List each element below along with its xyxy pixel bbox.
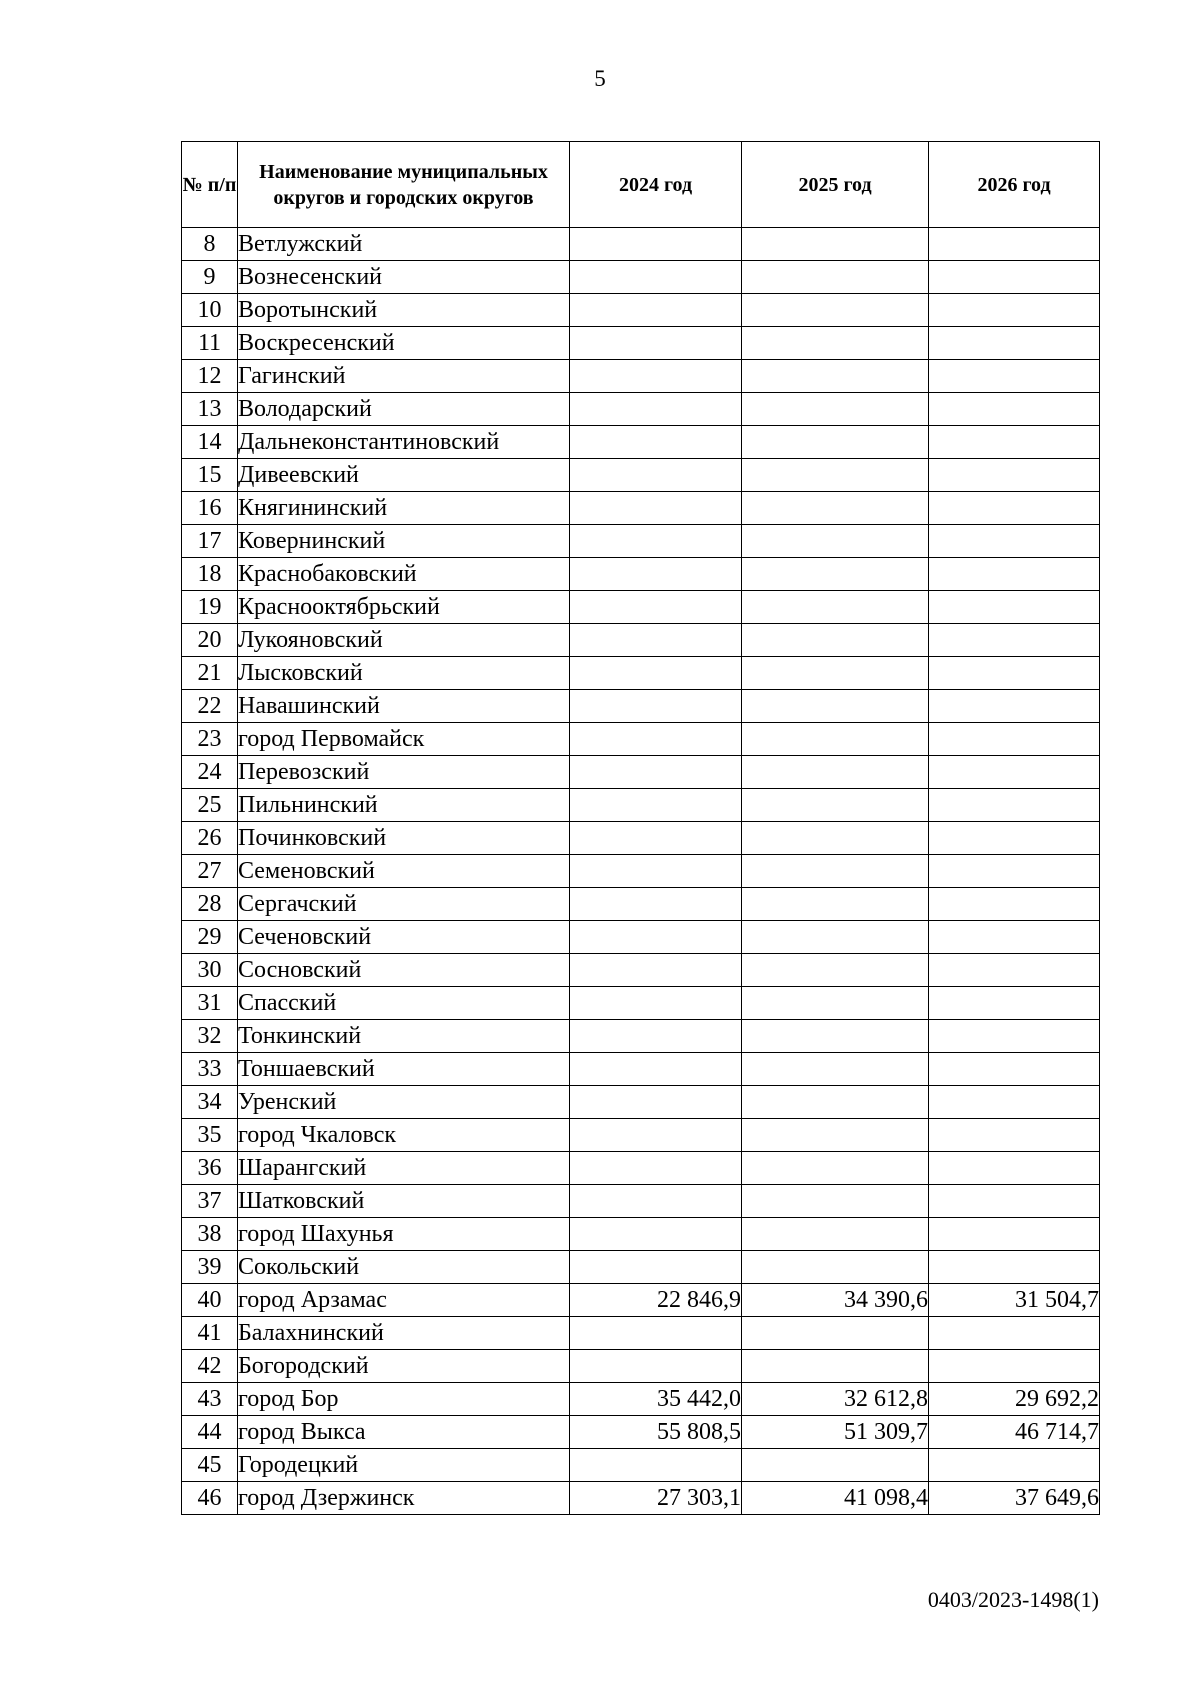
value-2024: 27 303,1 bbox=[570, 1482, 742, 1515]
table-row bbox=[182, 525, 1100, 558]
table-row bbox=[182, 1152, 1100, 1185]
row-number: 27 bbox=[182, 855, 238, 888]
header-2026: 2026 год bbox=[929, 142, 1100, 228]
value-2024 bbox=[570, 690, 742, 723]
district-name: Княгининский bbox=[238, 492, 570, 525]
value-2026 bbox=[929, 987, 1100, 1020]
value-2024 bbox=[570, 789, 742, 822]
row-number: 13 bbox=[182, 393, 238, 426]
district-name: Володарский bbox=[238, 393, 570, 426]
table-row bbox=[182, 1119, 1100, 1152]
value-2026 bbox=[929, 1218, 1100, 1251]
value-2025 bbox=[742, 591, 929, 624]
row-number: 32 bbox=[182, 1020, 238, 1053]
table-row bbox=[182, 228, 1100, 261]
value-2025: 32 612,8 bbox=[742, 1383, 929, 1416]
row-number: 16 bbox=[182, 492, 238, 525]
district-name: Спасский bbox=[238, 987, 570, 1020]
value-2026 bbox=[929, 1020, 1100, 1053]
value-2026 bbox=[929, 591, 1100, 624]
value-2024 bbox=[570, 657, 742, 690]
header-name: Наименование муниципальных округов и городских округов bbox=[238, 142, 570, 228]
district-name: Богородский bbox=[238, 1350, 570, 1383]
row-number: 36 bbox=[182, 1152, 238, 1185]
value-2026 bbox=[929, 393, 1100, 426]
value-2026: 31 504,7 bbox=[929, 1284, 1100, 1317]
value-2026: 29 692,2 bbox=[929, 1383, 1100, 1416]
table-row bbox=[182, 558, 1100, 591]
row-number: 25 bbox=[182, 789, 238, 822]
table-row bbox=[182, 1482, 1100, 1515]
value-2024 bbox=[570, 1185, 742, 1218]
district-name: Дивеевский bbox=[238, 459, 570, 492]
row-number: 14 bbox=[182, 426, 238, 459]
value-2026: 46 714,7 bbox=[929, 1416, 1100, 1449]
value-2024 bbox=[570, 558, 742, 591]
row-number: 35 bbox=[182, 1119, 238, 1152]
value-2026 bbox=[929, 756, 1100, 789]
district-name: Лысковский bbox=[238, 657, 570, 690]
value-2024 bbox=[570, 1020, 742, 1053]
row-number: 38 bbox=[182, 1218, 238, 1251]
row-number: 15 bbox=[182, 459, 238, 492]
district-name: город Первомайск bbox=[238, 723, 570, 756]
table-row bbox=[182, 294, 1100, 327]
value-2024 bbox=[570, 1317, 742, 1350]
value-2025 bbox=[742, 492, 929, 525]
district-name: Вознесенский bbox=[238, 261, 570, 294]
value-2024 bbox=[570, 228, 742, 261]
table-row bbox=[182, 1383, 1100, 1416]
table-row bbox=[182, 1086, 1100, 1119]
district-name: Балахнинский bbox=[238, 1317, 570, 1350]
value-2026 bbox=[929, 327, 1100, 360]
table-row bbox=[182, 921, 1100, 954]
value-2025 bbox=[742, 888, 929, 921]
value-2024 bbox=[570, 855, 742, 888]
value-2024 bbox=[570, 921, 742, 954]
district-name: Починковский bbox=[238, 822, 570, 855]
value-2024 bbox=[570, 525, 742, 558]
header-num: № п/п bbox=[182, 142, 238, 228]
value-2025 bbox=[742, 921, 929, 954]
value-2026 bbox=[929, 921, 1100, 954]
district-name: Шатковский bbox=[238, 1185, 570, 1218]
row-number: 28 bbox=[182, 888, 238, 921]
row-number: 34 bbox=[182, 1086, 238, 1119]
value-2024 bbox=[570, 492, 742, 525]
district-name: Тоншаевский bbox=[238, 1053, 570, 1086]
value-2025 bbox=[742, 1449, 929, 1482]
district-name: Шарангский bbox=[238, 1152, 570, 1185]
table-row bbox=[182, 624, 1100, 657]
value-2024 bbox=[570, 987, 742, 1020]
value-2025 bbox=[742, 294, 929, 327]
district-name: Городецкий bbox=[238, 1449, 570, 1482]
table-row bbox=[182, 360, 1100, 393]
row-number: 45 bbox=[182, 1449, 238, 1482]
value-2025 bbox=[742, 954, 929, 987]
budget-table bbox=[181, 141, 1100, 1515]
header-2024: 2024 год bbox=[570, 142, 742, 228]
value-2024 bbox=[570, 294, 742, 327]
value-2024 bbox=[570, 426, 742, 459]
value-2024 bbox=[570, 624, 742, 657]
value-2025 bbox=[742, 822, 929, 855]
value-2025 bbox=[742, 459, 929, 492]
district-name: город Шахунья bbox=[238, 1218, 570, 1251]
value-2025 bbox=[742, 1185, 929, 1218]
district-name: Дальнеконстантиновский bbox=[238, 426, 570, 459]
value-2026 bbox=[929, 1185, 1100, 1218]
table-row bbox=[182, 756, 1100, 789]
value-2026 bbox=[929, 459, 1100, 492]
value-2026 bbox=[929, 855, 1100, 888]
header-2025: 2025 год bbox=[742, 142, 929, 228]
row-number: 12 bbox=[182, 360, 238, 393]
value-2026 bbox=[929, 1449, 1100, 1482]
row-number: 8 bbox=[182, 228, 238, 261]
district-name: город Дзержинск bbox=[238, 1482, 570, 1515]
district-name: Краснобаковский bbox=[238, 558, 570, 591]
value-2025: 41 098,4 bbox=[742, 1482, 929, 1515]
row-number: 18 bbox=[182, 558, 238, 591]
row-number: 40 bbox=[182, 1284, 238, 1317]
row-number: 31 bbox=[182, 987, 238, 1020]
value-2026 bbox=[929, 789, 1100, 822]
table-row bbox=[182, 492, 1100, 525]
table-row bbox=[182, 1449, 1100, 1482]
value-2026 bbox=[929, 723, 1100, 756]
table-row bbox=[182, 1020, 1100, 1053]
value-2026 bbox=[929, 1251, 1100, 1284]
value-2025 bbox=[742, 789, 929, 822]
table-row bbox=[182, 723, 1100, 756]
table-row bbox=[182, 954, 1100, 987]
value-2025 bbox=[742, 1218, 929, 1251]
value-2026 bbox=[929, 624, 1100, 657]
table-header-row bbox=[182, 142, 1100, 228]
value-2026 bbox=[929, 360, 1100, 393]
value-2026 bbox=[929, 426, 1100, 459]
district-name: Семеновский bbox=[238, 855, 570, 888]
row-number: 42 bbox=[182, 1350, 238, 1383]
district-name: Воротынский bbox=[238, 294, 570, 327]
row-number: 33 bbox=[182, 1053, 238, 1086]
value-2025 bbox=[742, 261, 929, 294]
value-2026: 37 649,6 bbox=[929, 1482, 1100, 1515]
value-2025 bbox=[742, 1152, 929, 1185]
page-number: 5 bbox=[594, 66, 606, 91]
row-number: 23 bbox=[182, 723, 238, 756]
district-name: Лукояновский bbox=[238, 624, 570, 657]
value-2024 bbox=[570, 954, 742, 987]
value-2025 bbox=[742, 723, 929, 756]
district-name: Уренский bbox=[238, 1086, 570, 1119]
value-2025 bbox=[742, 393, 929, 426]
district-name: Ветлужский bbox=[238, 228, 570, 261]
table-row bbox=[182, 1350, 1100, 1383]
row-number: 10 bbox=[182, 294, 238, 327]
table-row bbox=[182, 855, 1100, 888]
table-body bbox=[182, 228, 1100, 1515]
value-2025 bbox=[742, 1053, 929, 1086]
row-number: 22 bbox=[182, 690, 238, 723]
value-2024: 22 846,9 bbox=[570, 1284, 742, 1317]
district-name: Сосновский bbox=[238, 954, 570, 987]
value-2024 bbox=[570, 822, 742, 855]
value-2026 bbox=[929, 822, 1100, 855]
row-number: 26 bbox=[182, 822, 238, 855]
value-2025 bbox=[742, 228, 929, 261]
district-name: город Арзамас bbox=[238, 1284, 570, 1317]
value-2024 bbox=[570, 459, 742, 492]
value-2024 bbox=[570, 888, 742, 921]
table-row bbox=[182, 1185, 1100, 1218]
value-2026 bbox=[929, 525, 1100, 558]
district-name: Тонкинский bbox=[238, 1020, 570, 1053]
row-number: 19 bbox=[182, 591, 238, 624]
district-name: Перевозский bbox=[238, 756, 570, 789]
value-2024 bbox=[570, 1119, 742, 1152]
value-2026 bbox=[929, 690, 1100, 723]
value-2025 bbox=[742, 558, 929, 591]
value-2024 bbox=[570, 393, 742, 426]
table-row bbox=[182, 1053, 1100, 1086]
table-row bbox=[182, 426, 1100, 459]
document-code: 0403/2023-1498(1) bbox=[927, 1587, 1099, 1612]
value-2026 bbox=[929, 1317, 1100, 1350]
value-2025 bbox=[742, 327, 929, 360]
table-row bbox=[182, 261, 1100, 294]
row-number: 21 bbox=[182, 657, 238, 690]
table-row bbox=[182, 1218, 1100, 1251]
row-number: 37 bbox=[182, 1185, 238, 1218]
table-row bbox=[182, 327, 1100, 360]
table-row bbox=[182, 1284, 1100, 1317]
value-2025 bbox=[742, 1086, 929, 1119]
value-2026 bbox=[929, 228, 1100, 261]
value-2026 bbox=[929, 1350, 1100, 1383]
value-2024: 35 442,0 bbox=[570, 1383, 742, 1416]
value-2026 bbox=[929, 1152, 1100, 1185]
district-name: Сеченовский bbox=[238, 921, 570, 954]
value-2026 bbox=[929, 294, 1100, 327]
value-2024 bbox=[570, 1218, 742, 1251]
value-2024 bbox=[570, 756, 742, 789]
table-row bbox=[182, 1416, 1100, 1449]
value-2026 bbox=[929, 1053, 1100, 1086]
table-row bbox=[182, 1251, 1100, 1284]
value-2024 bbox=[570, 1086, 742, 1119]
value-2026 bbox=[929, 954, 1100, 987]
value-2026 bbox=[929, 492, 1100, 525]
table-row bbox=[182, 459, 1100, 492]
value-2024 bbox=[570, 1350, 742, 1383]
value-2024 bbox=[570, 723, 742, 756]
table-row bbox=[182, 393, 1100, 426]
district-name: Пильнинский bbox=[238, 789, 570, 822]
row-number: 43 bbox=[182, 1383, 238, 1416]
value-2025 bbox=[742, 426, 929, 459]
value-2025 bbox=[742, 1251, 929, 1284]
table-row bbox=[182, 789, 1100, 822]
district-name: Сергачский bbox=[238, 888, 570, 921]
table-row bbox=[182, 690, 1100, 723]
district-name: Краснооктябрьский bbox=[238, 591, 570, 624]
value-2024 bbox=[570, 1449, 742, 1482]
table-row bbox=[182, 822, 1100, 855]
row-number: 11 bbox=[182, 327, 238, 360]
value-2025 bbox=[742, 624, 929, 657]
value-2025 bbox=[742, 525, 929, 558]
district-name: Навашинский bbox=[238, 690, 570, 723]
district-name: Гагинский bbox=[238, 360, 570, 393]
value-2025 bbox=[742, 1317, 929, 1350]
row-number: 29 bbox=[182, 921, 238, 954]
row-number: 24 bbox=[182, 756, 238, 789]
value-2024: 55 808,5 bbox=[570, 1416, 742, 1449]
row-number: 44 bbox=[182, 1416, 238, 1449]
district-name: Сокольский bbox=[238, 1251, 570, 1284]
row-number: 39 bbox=[182, 1251, 238, 1284]
value-2024 bbox=[570, 1053, 742, 1086]
value-2024 bbox=[570, 1152, 742, 1185]
value-2025 bbox=[742, 756, 929, 789]
value-2024 bbox=[570, 261, 742, 294]
district-name: город Выкса bbox=[238, 1416, 570, 1449]
value-2025 bbox=[742, 690, 929, 723]
value-2025: 51 309,7 bbox=[742, 1416, 929, 1449]
table-row bbox=[182, 591, 1100, 624]
table-row bbox=[182, 888, 1100, 921]
value-2025: 34 390,6 bbox=[742, 1284, 929, 1317]
district-name: город Бор bbox=[238, 1383, 570, 1416]
table-row bbox=[182, 657, 1100, 690]
table-row bbox=[182, 1317, 1100, 1350]
value-2025 bbox=[742, 1020, 929, 1053]
row-number: 41 bbox=[182, 1317, 238, 1350]
value-2026 bbox=[929, 1119, 1100, 1152]
value-2024 bbox=[570, 1251, 742, 1284]
row-number: 20 bbox=[182, 624, 238, 657]
district-name: Воскресенский bbox=[238, 327, 570, 360]
value-2025 bbox=[742, 987, 929, 1020]
value-2026 bbox=[929, 888, 1100, 921]
value-2026 bbox=[929, 657, 1100, 690]
value-2024 bbox=[570, 327, 742, 360]
value-2026 bbox=[929, 261, 1100, 294]
value-2026 bbox=[929, 1086, 1100, 1119]
row-number: 9 bbox=[182, 261, 238, 294]
value-2024 bbox=[570, 360, 742, 393]
district-name: Ковернинский bbox=[238, 525, 570, 558]
value-2025 bbox=[742, 360, 929, 393]
row-number: 17 bbox=[182, 525, 238, 558]
row-number: 46 bbox=[182, 1482, 238, 1515]
value-2025 bbox=[742, 1350, 929, 1383]
value-2025 bbox=[742, 855, 929, 888]
value-2025 bbox=[742, 1119, 929, 1152]
value-2026 bbox=[929, 558, 1100, 591]
value-2025 bbox=[742, 657, 929, 690]
row-number: 30 bbox=[182, 954, 238, 987]
value-2024 bbox=[570, 591, 742, 624]
district-name: город Чкаловск bbox=[238, 1119, 570, 1152]
table-row bbox=[182, 987, 1100, 1020]
